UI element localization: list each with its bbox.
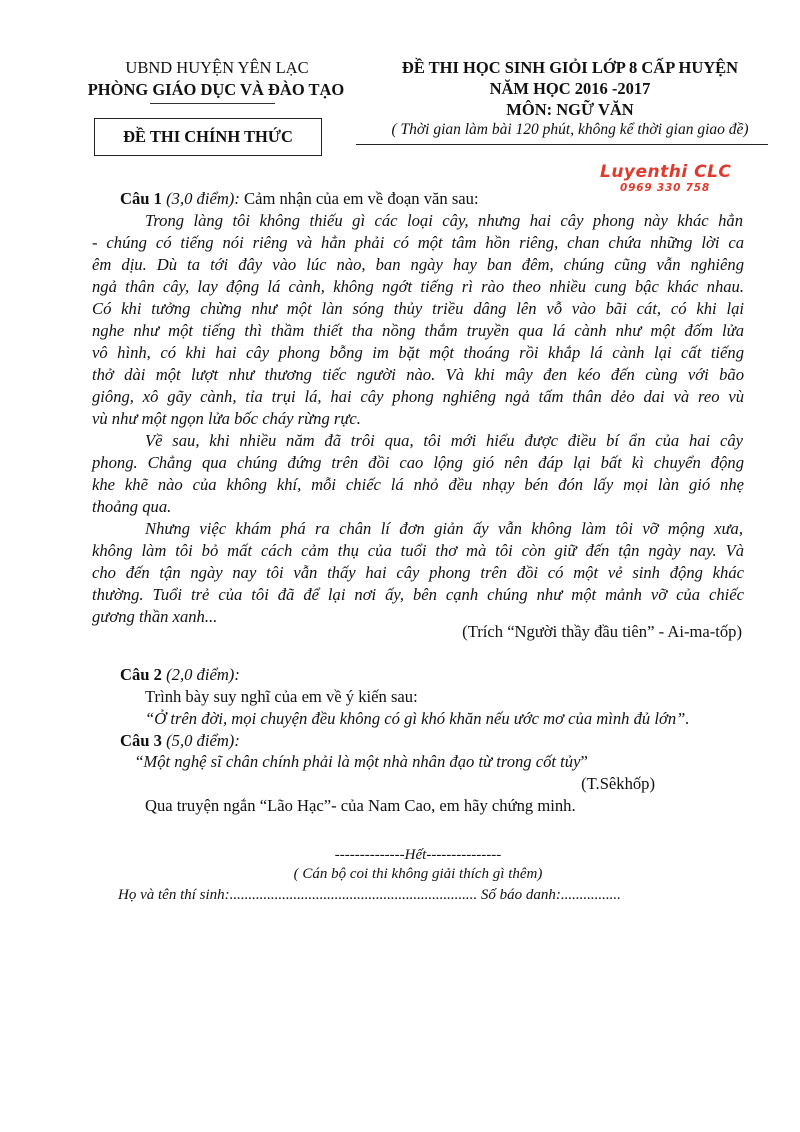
- end-mark: --------------Hết---------------: [334, 847, 502, 863]
- passage-line: phong. Chẳng qua chúng đứng trên đồi cao lộng gió nên đáp lại bất kì chuyển động: [92, 453, 744, 472]
- question-2-quote: “Ở trên đời, mọi chuyện đều không có gì khó khăn nếu ước mơ của mình đủ lớn”.: [145, 709, 690, 728]
- question-1-heading: [120, 189, 772, 209]
- passage-line: thoảng qua.: [92, 497, 172, 516]
- candidate-info-line: Họ và tên thí sinh:.................................................................. Số báo danh:................: [118, 887, 621, 903]
- passage-line: khe khẽ nào của không khí, mỗi chiếc lá nhỏ đều nhạy bén đón lấy mọi làn gió nhẹ: [92, 475, 744, 494]
- passage-line: vô hình, có khi hai cây phong bỗng im bặt một thoáng rồi khắp lá cành lại cất tiếng: [92, 343, 744, 362]
- question-3-quote: [136, 752, 788, 772]
- passage-line: - chúng có tiếng nói riêng và hẳn phải có một tâm hồn riêng, chan chứa những lời ca: [92, 233, 744, 252]
- passage-line: ngả thân cây, lay động lá cành, không ngớt tiếng rì rào theo nhiều cung bậc khác nhau.: [92, 277, 744, 296]
- passage-line: vù như một ngọn lửa bốc cháy rừng rực.: [92, 409, 361, 428]
- official-exam-label: ĐỀ THI CHÍNH THỨC: [94, 118, 322, 156]
- question-2-points: (2,0 điểm):: [166, 665, 240, 684]
- question-2-prompt: Trình bày suy nghĩ của em về ý kiến sau:: [145, 687, 418, 706]
- district-name: UBND HUYỆN YÊN LẠC: [125, 58, 309, 77]
- passage-line: thở dài một lượt như thương tiếc người nào. Và khi mây đen kéo đến cùng với bão: [92, 365, 744, 384]
- quote-text: Một nghệ sĩ chân chính phải là một nhà nhân đạo từ trong cốt tủy: [143, 752, 581, 771]
- passage-line: giông, xô gãy cành, tỉa trụi lá, hai cây phong nghiêng ngả tấm thân dẻo dai và reo vù: [92, 387, 744, 406]
- department-name: PHÒNG GIÁO DỤC VÀ ĐÀO TẠO: [87, 80, 345, 99]
- watermark-brand: Luyenthi CLC: [600, 162, 732, 182]
- passage-line: Trong làng tôi không thiếu gì các loại cây, nhưng hai cây phong này khác hẳn: [145, 211, 743, 230]
- passage-line: nghe như một tiếng thì thầm thiết tha nồng thắm truyền qua lá cành như một đốm lửa: [92, 321, 744, 340]
- passage-line: không làm tôi bỏ mất cách cảm thụ của tuổi thơ mà tôi còn giữ đến tận ngày nay. Và: [92, 541, 744, 560]
- passage-line: gương thần xanh...: [92, 607, 218, 626]
- question-3-label: Câu 3: [120, 731, 162, 750]
- quote-close-mark: ”: [580, 752, 588, 771]
- quote-author: (T.Sêkhốp): [581, 774, 655, 793]
- question-2-label: Câu 2: [120, 665, 162, 684]
- question-1-prompt: Cảm nhận của em về đoạn văn sau:: [244, 189, 479, 208]
- question-1-points: (3,0 điểm):: [166, 189, 240, 208]
- header-right-divider: [356, 144, 768, 145]
- question-3-points: (5,0 điểm):: [166, 731, 240, 750]
- time-note: ( Thời gian làm bài 120 phút, không kể thời gian giao đề): [391, 121, 749, 138]
- question-3-heading: [120, 731, 772, 751]
- school-year: NĂM HỌC 2016 -2017: [489, 79, 651, 98]
- subject: MÔN: NGỮ VĂN: [506, 100, 634, 119]
- passage-source: (Trích “Người thầy đầu tiên” - Ai-ma-tốp): [462, 622, 742, 641]
- passage-line: Có khi tưởng chừng như một làn sóng thủy triều dâng lên vỗ vào bãi cát, có khi lại: [92, 299, 744, 318]
- question-3-task: Qua truyện ngắn “Lão Hạc”- của Nam Cao, em hãy chứng minh.: [145, 796, 576, 815]
- exam-title: ĐỀ THI HỌC SINH GIỎI LỚP 8 CẤP HUYỆN: [401, 58, 739, 77]
- passage-line: êm dịu. Dù ta tới đây vào lúc nào, ban ngày hay ban đêm, chúng cũng vẫn nghiêng: [92, 255, 744, 274]
- quote-open-mark: “: [136, 752, 144, 771]
- header-left-divider: [150, 103, 275, 104]
- passage-line: thường. Tuổi trẻ của tôi đã để lại nơi ấy, bên cạnh chúng như một mảnh vỡ của chiếc: [92, 585, 744, 604]
- question-1-label: Câu 1: [120, 189, 162, 208]
- passage-line: cho đến tận ngày nay tôi vẫn thấy hai cây phong trên đồi có một vẻ sinh động khác: [92, 563, 744, 582]
- proctor-note: ( Cán bộ coi thi không giải thích gì thêm): [293, 866, 543, 882]
- passage-line: Nhưng việc khám phá ra chân lí đơn giản ấy vẫn không làm tôi vỡ mộng xưa,: [145, 519, 743, 538]
- passage-line: Về sau, khi nhiều năm đã trôi qua, tôi mới hiểu được điều bí ẩn của hai cây: [145, 431, 743, 450]
- question-2-heading: [120, 665, 772, 685]
- watermark-phone: 0969 330 758: [620, 182, 710, 194]
